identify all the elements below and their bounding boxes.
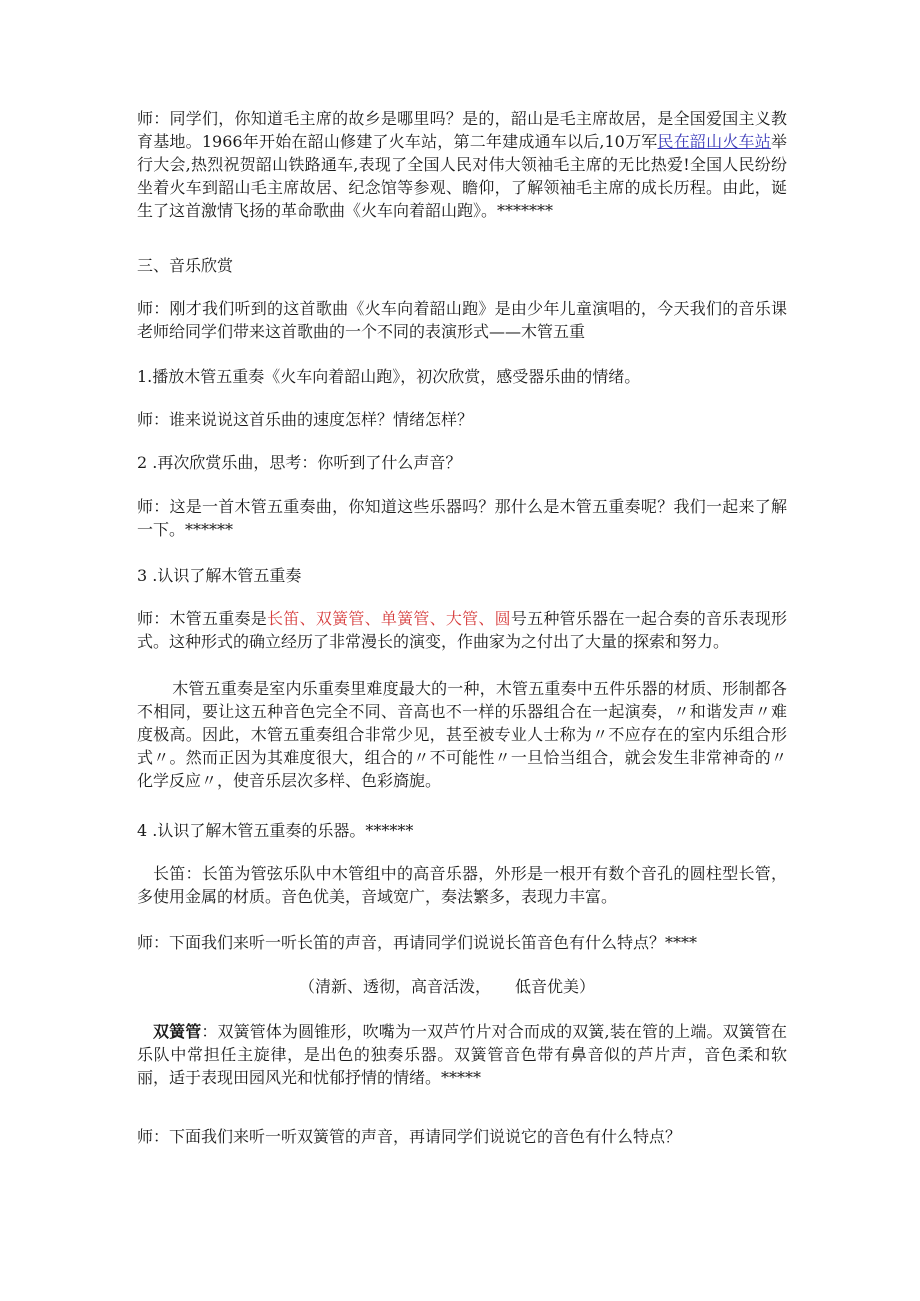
question-tempo-mood: 师：谁来说说这首乐曲的速度怎样？情绪怎样？ [137, 410, 474, 429]
question-oboe-timbre: 师：下面我们来听一听双簧管的声音，再请同学们说说它的音色有什么特点？ [137, 1127, 682, 1146]
quintet-difficulty-paragraph: 木管五重奏是室内乐重奏里难度最大的一种，木管五重奏中五件乐器的材质、形制都各不相同，要让这五种音色完全不同、音高也不一样的乐器组合在一起演奏，〃和谐发声〃难度极高。因此，木管五重奏组合非常少见，甚至被专业人士称为〃不应存在的室内乐组合形式〃。然而正因为其难度很大，组合的〃不可能性〃一旦恰当组合，就会发生非常神奇的〃化学反应〃，使音乐层次多样、色彩旖旎。 [137, 679, 787, 790]
step-3: 3 .认识了解木管五重奏 [137, 566, 302, 585]
intro-text-b: 举行大会,热烈祝贺韶山铁路通车,表现了全国人民对伟大领袖毛主席的无比热爱!全国人民纷纷坐着火车到韶山毛主席故居、纪念馆等参观、瞻仰，了解领袖毛主席的成长历程。由此，诞生了这首激情飞扬的革命歌曲《火车向着韶山跑》。******* [137, 132, 787, 220]
flute-answer: （清新、透彻，高音活泼， 低音优美） [298, 977, 595, 996]
instrument-list: 长笛、双簧管、单簧管、大管、圆 [267, 609, 511, 628]
oboe-label: 双簧管 [153, 1022, 202, 1041]
section-heading-music-appreciation: 三、音乐欣赏 [137, 256, 234, 275]
teacher-paragraph-quintet-intro: 师：刚才我们听到的这首歌曲《火车向着韶山跑》是由少年儿童演唱的，今天我们的音乐课老师给同学们带来这首歌曲的一个不同的表演形式——木管五重 [137, 299, 787, 341]
definition-text-b: 号五种管乐器在一起合奏的音乐表现形式。这种形式的确立经历了非常漫长的演变，作曲家为之付出了大量的探索和努力。 [137, 609, 787, 651]
station-link[interactable]: 民在韶山火车站 [657, 132, 771, 151]
step-4: 4 .认识了解木管五重奏的乐器。****** [137, 821, 414, 840]
flute-description: 长笛：长笛为管弦乐队中木管组中的高音乐器，外形是一根开有数个音孔的圆柱型长管，多使用金属的材质。音色优美，音域宽广，奏法繁多，表现力丰富。 [137, 864, 787, 906]
intro-text-a: 师：同学们，你知道毛主席的故乡是哪里吗？是的，韶山是毛主席故居，是全国爱国主义教育基地。1966年开始在韶山修建了火车站，第二年建成通车以后,10万军 [137, 109, 787, 151]
definition-text-a: 师：木管五重奏是 [137, 609, 268, 628]
oboe-description [137, 1020, 787, 1089]
step-1: 1.播放木管五重奏《火车向着韶山跑》，初次欣赏，感受器乐曲的情绪。 [137, 367, 641, 386]
step-2: 2 .再次欣赏乐曲，思考：你听到了什么声音？ [137, 453, 462, 472]
teacher-paragraph-instruments: 师：这是一首木管五重奏曲，你知道这些乐器吗？那什么是木管五重奏呢？我们一起来了解一下。****** [137, 497, 787, 539]
intro-paragraph [137, 107, 787, 222]
quintet-definition [137, 607, 787, 653]
oboe-text: ：双簧管体为圆锥形，吹嘴为一双芦竹片对合而成的双簧,装在管的上端。双簧管在乐队中常担任主旋律，是出色的独奏乐器。双簧管音色带有鼻音似的芦片声，音色柔和软丽，适于表现田园风光和忧郁抒情的情绪。***** [137, 1022, 787, 1087]
question-flute-timbre: 师：下面我们来听一听长笛的声音，再请同学们说说长笛音色有什么特点？**** [137, 933, 698, 952]
